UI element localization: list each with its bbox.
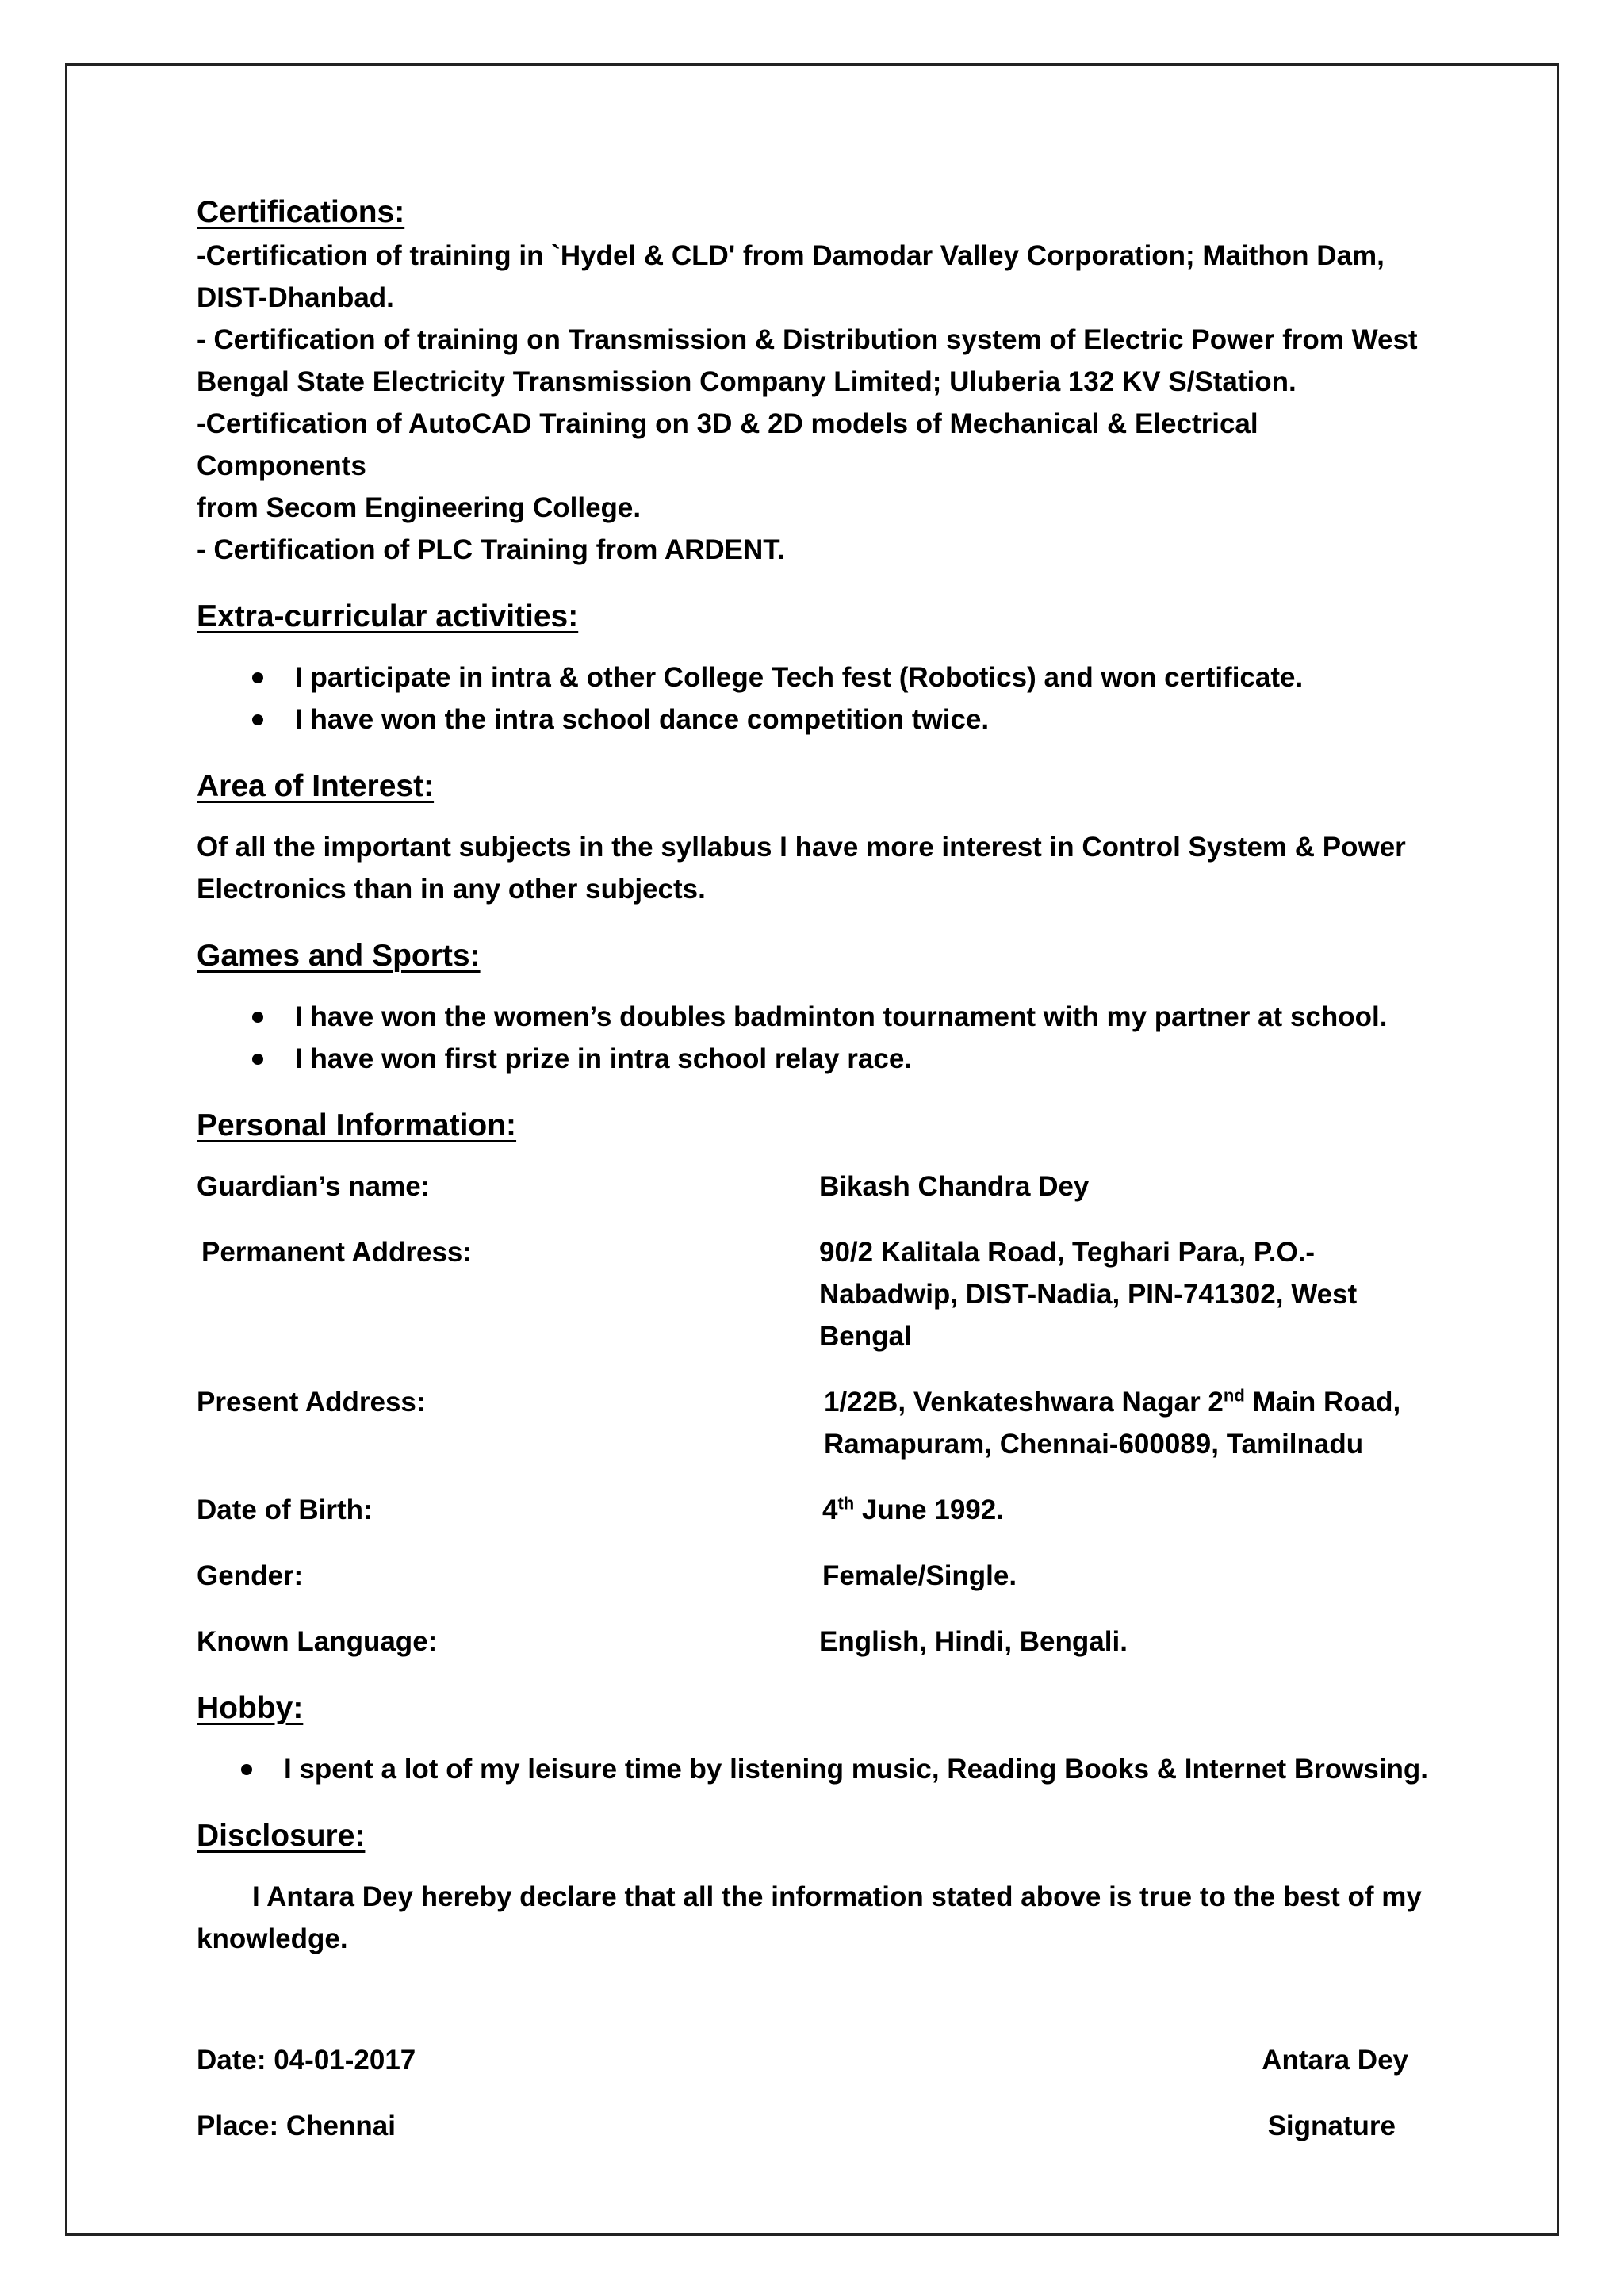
dob-row <box>197 1489 1434 1531</box>
resume-page <box>197 190 1434 2147</box>
certification-line: -Certification of AutoCAD Training on 3D & 2D models of Mechanical & Electrical Components <box>197 408 1258 481</box>
disclosure-line: knowledge. <box>197 1923 348 1954</box>
guardian-row <box>197 1165 1434 1207</box>
hobby-heading: Hobby: <box>197 1691 304 1725</box>
signer-name: Antara Dey <box>1262 2045 1408 2076</box>
hobby-section <box>197 1686 1434 1790</box>
present-address-line: Ramapuram, Chennai-600089, Tamilnadu <box>824 1429 1364 1460</box>
present-address-row <box>197 1381 1434 1465</box>
extracurricular-section <box>197 595 1434 740</box>
language-label: Known Language: <box>197 1626 438 1657</box>
interest-section <box>197 764 1434 910</box>
present-address-value <box>819 1381 1434 1465</box>
extracurricular-item: I have won the intra school dance competition twice. <box>197 698 1434 740</box>
date-text: Date: 04-01-2017 <box>197 2045 416 2076</box>
certification-line: - Certification of training on Transmission & Distribution system of Electric Power from West <box>197 324 1418 355</box>
present-address-label: Present Address: <box>197 1387 426 1418</box>
sports-item: I have won first prize in intra school relay race. <box>197 1038 1434 1080</box>
dob-label: Date of Birth: <box>197 1494 373 1525</box>
present-address-line: 1/22B, Venkateshwara Nagar 2nd Main Road, <box>824 1385 1401 1418</box>
guardian-label: Guardian’s name: <box>197 1171 431 1202</box>
signature-label: Signature <box>1267 2110 1396 2141</box>
certification-line: DIST-Dhanbad. <box>197 282 394 313</box>
sports-item: I have won the women’s doubles badminton tournament with my partner at school. <box>197 996 1434 1038</box>
interest-line: Of all the important subjects in the syllabus I have more interest in Control System & Power <box>197 832 1406 863</box>
certifications-heading: Certifications: <box>197 195 405 229</box>
permanent-address-line: 90/2 Kalitala Road, Teghari Para, P.O.- <box>819 1237 1316 1268</box>
place-text: Place: Chennai <box>197 2110 396 2141</box>
extracurricular-item: I participate in intra & other College Tech fest (Robotics) and won certificate. <box>197 656 1434 698</box>
hobby-item: I spent a lot of my leisure time by listening music, Reading Books & Internet Browsing. <box>197 1748 1434 1790</box>
extracurricular-heading: Extra-curricular activities: <box>197 599 579 633</box>
guardian-value: Bikash Chandra Dey <box>819 1171 1090 1202</box>
certification-line: Bengal State Electricity Transmission Company Limited; Uluberia 132 KV S/Station. <box>197 366 1297 397</box>
permanent-address-value <box>819 1231 1434 1357</box>
permanent-address-row <box>197 1231 1434 1357</box>
sports-heading: Games and Sports: <box>197 939 481 973</box>
sports-section <box>197 934 1434 1080</box>
personal-section <box>197 1104 1434 1663</box>
certification-line: - Certification of PLC Training from ARDENT. <box>197 534 785 565</box>
certification-line: -Certification of training in `Hydel & CLD' from Damodar Valley Corporation; Maithon Dam, <box>197 240 1385 271</box>
certification-line: from Secom Engineering College. <box>197 492 642 523</box>
dob-value: 4th June 1992. <box>822 1493 1004 1525</box>
disclosure-section <box>197 1814 1434 1960</box>
certifications-section <box>197 190 1434 571</box>
language-row <box>197 1621 1434 1663</box>
signature-section <box>197 2039 1434 2147</box>
gender-value: Female/Single. <box>822 1560 1017 1591</box>
disclosure-heading: Disclosure: <box>197 1819 366 1853</box>
permanent-address-label: Permanent Address: <box>201 1237 473 1268</box>
gender-label: Gender: <box>197 1560 304 1591</box>
disclosure-line: I Antara Dey hereby declare that all the information stated above is true to the best of my <box>252 1881 1422 1912</box>
interest-heading: Area of Interest: <box>197 769 435 803</box>
personal-heading: Personal Information: <box>197 1108 517 1142</box>
gender-row <box>197 1555 1434 1597</box>
interest-line: Electronics than in any other subjects. <box>197 874 706 905</box>
language-value: English, Hindi, Bengali. <box>819 1626 1128 1657</box>
permanent-address-line: Nabadwip, DIST-Nadia, PIN-741302, West Bengal <box>819 1279 1358 1352</box>
